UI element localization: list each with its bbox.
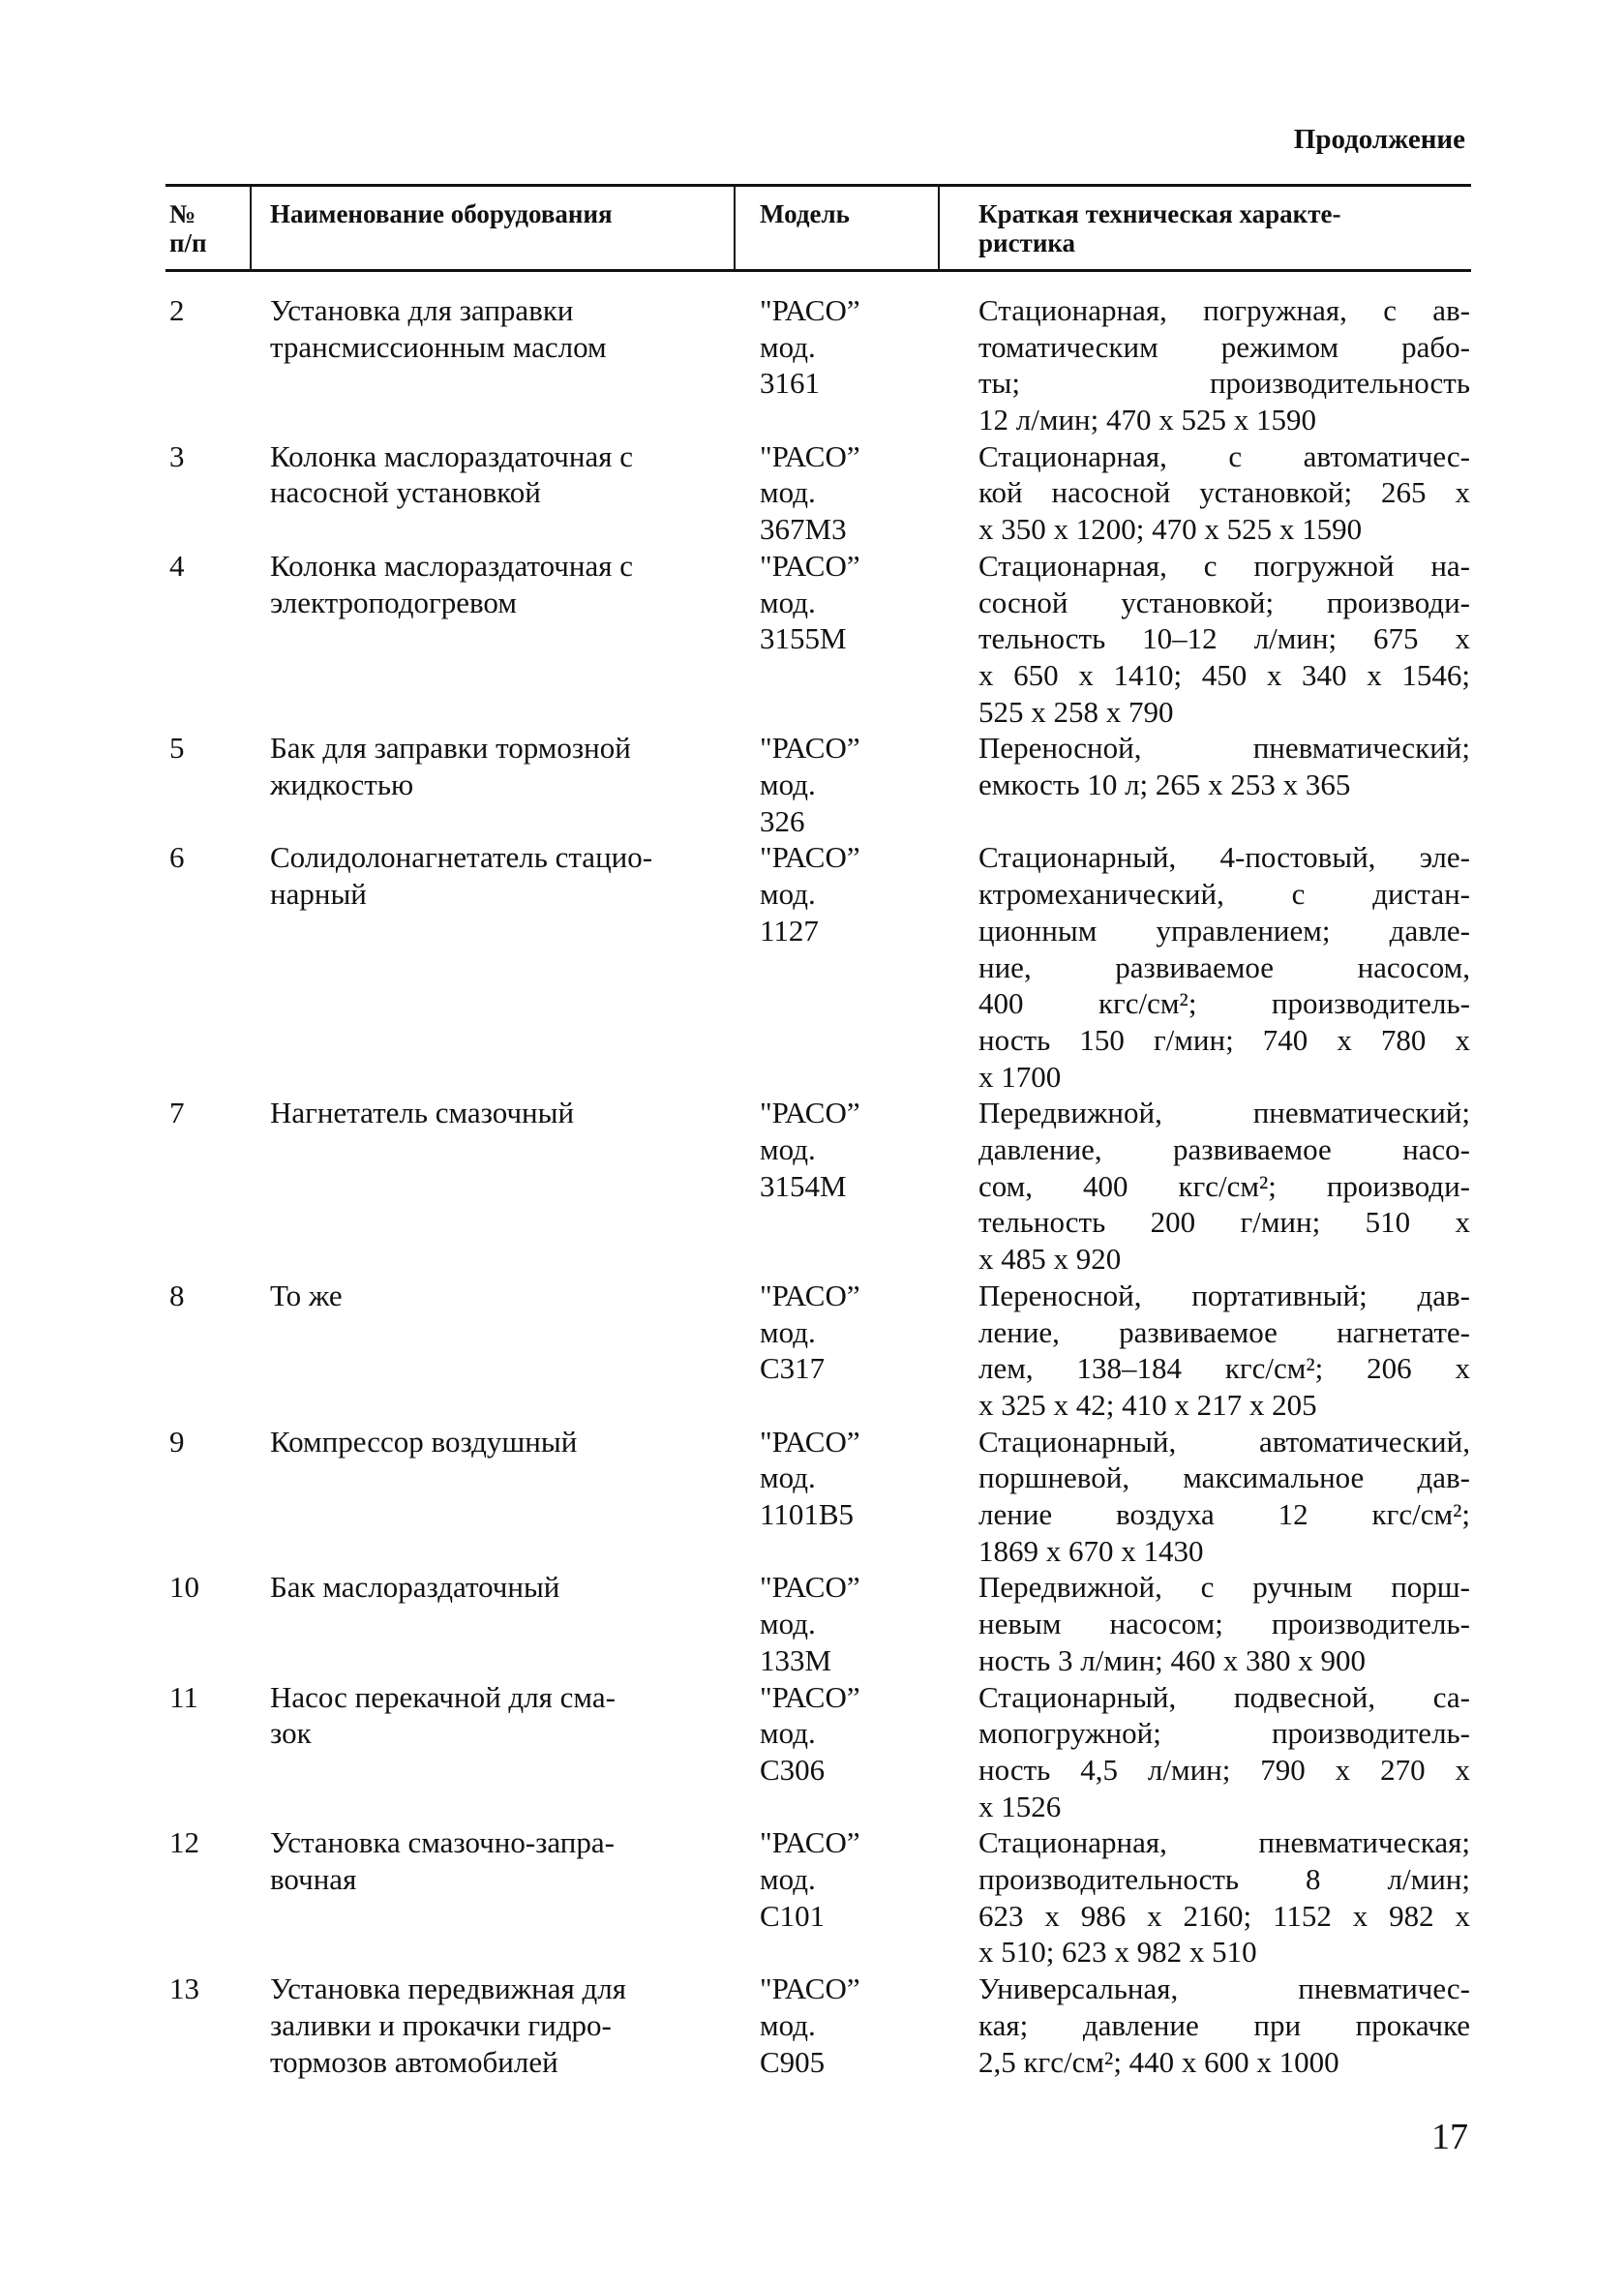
equipment-description-line: ты; производительность	[978, 366, 1470, 401]
equipment-description	[978, 438, 1470, 548]
equipment-name	[270, 1569, 725, 1606]
equipment-description-line: сом, 400 кгс/см²; производи-	[978, 1168, 1470, 1203]
equipment-name-line: жидкостью	[270, 767, 414, 802]
header-model	[760, 199, 850, 228]
equipment-model-line: С101	[760, 1898, 826, 1933]
equipment-description-line: Стационарный, автоматический,	[978, 1424, 1470, 1459]
equipment-description-line: Передвижной, с ручным порш-	[978, 1570, 1470, 1605]
equipment-description	[978, 1424, 1470, 1570]
header-desc	[978, 199, 1340, 257]
continuation-label: Продолжение	[1293, 124, 1465, 155]
equipment-name	[270, 1679, 725, 1752]
equipment-description-line: кая; давление при прокачке	[978, 2007, 1470, 2042]
header-name-line: Наименование оборудования	[270, 199, 613, 228]
equipment-model	[760, 1095, 934, 1204]
equipment-name	[270, 730, 725, 802]
equipment-description-line: тельность 200 г/мин; 510 x	[978, 1205, 1470, 1240]
equipment-description-line: томатическим режимом рабо-	[978, 329, 1470, 364]
equipment-name-line: Солидолонагнетатель стацио-	[270, 840, 653, 875]
header-num	[169, 199, 207, 257]
equipment-description-line: x 350 x 1200; 470 x 525 x 1590	[978, 512, 1363, 547]
row-number: 13	[169, 1971, 199, 2006]
equipment-description-line: Универсальная, пневматичес-	[978, 1971, 1470, 2006]
equipment-description-line: x 325 x 42; 410 x 217 x 205	[978, 1387, 1317, 1422]
equipment-name-line: Установка смазочно-запра-	[270, 1825, 615, 1860]
equipment-description-line: емкость 10 л; 265 x 253 x 365	[978, 767, 1351, 802]
equipment-model-line: "РАСО”	[760, 1424, 860, 1459]
equipment-description-line: ность 4,5 л/мин; 790 x 270 x	[978, 1752, 1470, 1787]
table-row	[0, 1824, 1624, 1971]
equipment-model-line: "РАСО”	[760, 548, 860, 583]
equipment-name-line: Бак для заправки тормозной	[270, 731, 631, 766]
equipment-model-line: С306	[760, 1752, 826, 1787]
row-number: 12	[169, 1825, 199, 1860]
equipment-description	[978, 548, 1470, 730]
equipment-description-line: производительность 8 л/мин;	[978, 1862, 1470, 1897]
table-row	[0, 1569, 1624, 1678]
header-num-line: №	[169, 199, 196, 228]
equipment-name-line: зок	[270, 1716, 312, 1751]
header-desc-line: Краткая техническая характе-	[978, 199, 1341, 228]
equipment-name-line: Установка передвижная для	[270, 1971, 626, 2006]
equipment-table-body	[0, 292, 1624, 2080]
equipment-description-line: 1869 x 670 x 1430	[978, 1533, 1204, 1568]
equipment-description-line: сосной установкой; производи-	[978, 585, 1470, 619]
equipment-model-line: мод.	[760, 1862, 816, 1897]
header-model-line: Модель	[760, 199, 850, 228]
equipment-description-line: 2,5 кгс/см²; 440 x 600 x 1000	[978, 2044, 1339, 2079]
equipment-description-line: 623 x 986 x 2160; 1152 x 982 x	[978, 1898, 1470, 1933]
equipment-description-line: Стационарный, подвесной, са-	[978, 1679, 1470, 1714]
equipment-model-line: мод.	[760, 1716, 816, 1751]
equipment-name	[270, 1278, 725, 1314]
equipment-name-line: вочная	[270, 1862, 357, 1897]
table-row	[0, 438, 1624, 548]
row-number: 2	[169, 293, 185, 327]
equipment-description-line: поршневой, максимальное дав-	[978, 1460, 1470, 1495]
equipment-description	[978, 1095, 1470, 1277]
row-number: 4	[169, 548, 185, 583]
equipment-description-line: Переносной, пневматический;	[978, 731, 1470, 766]
row-number: 8	[169, 1278, 185, 1312]
table-top-rule	[165, 184, 1471, 187]
equipment-model-line: "РАСО”	[760, 1278, 860, 1312]
equipment-model	[760, 730, 934, 839]
equipment-model-line: "РАСО”	[760, 840, 860, 875]
equipment-description-line: ность 3 л/мин; 460 x 380 x 900	[978, 1642, 1367, 1677]
equipment-model	[760, 1278, 934, 1387]
equipment-model	[760, 548, 934, 657]
equipment-model-line: мод.	[760, 767, 816, 802]
equipment-description-line: ление воздуха 12 кгс/см²;	[978, 1497, 1470, 1532]
equipment-description-line: 12 л/мин; 470 x 525 x 1590	[978, 403, 1316, 437]
equipment-description-line: x 650 x 1410; 450 x 340 x 1546;	[978, 657, 1470, 692]
equipment-model-line: С905	[760, 2044, 826, 2079]
equipment-model-line: мод.	[760, 329, 816, 364]
equipment-description-line: Стационарная, пневматическая;	[978, 1825, 1470, 1860]
table-row	[0, 292, 1624, 438]
equipment-description	[978, 730, 1470, 802]
equipment-description-line: Стационарная, погружная, с ав-	[978, 293, 1470, 327]
equipment-name	[270, 1971, 725, 2080]
header-name	[270, 199, 613, 228]
equipment-description	[978, 1679, 1470, 1825]
equipment-name	[270, 292, 725, 365]
equipment-name-line: Насос перекачной для сма-	[270, 1679, 616, 1714]
equipment-description-line: давление, развиваемое насо-	[978, 1132, 1470, 1167]
equipment-description-line: мопогружной; производитель-	[978, 1716, 1470, 1751]
equipment-model-line: "РАСО”	[760, 1825, 860, 1860]
table-row	[0, 730, 1624, 839]
equipment-name	[270, 438, 725, 511]
page-number: 17	[1431, 2117, 1468, 2157]
equipment-description-line: Передвижной, пневматический;	[978, 1096, 1470, 1130]
equipment-model-line: мод.	[760, 1607, 816, 1641]
equipment-description-line: Стационарная, с автоматичес-	[978, 438, 1470, 473]
equipment-model-line: мод.	[760, 877, 816, 912]
equipment-model-line: "РАСО”	[760, 1096, 860, 1130]
equipment-description-line: Стационарная, с погружной на-	[978, 548, 1470, 583]
table-header-rule	[165, 269, 1471, 272]
equipment-name-line: нарный	[270, 877, 367, 912]
row-number: 7	[169, 1096, 185, 1130]
equipment-description-line: x 1700	[978, 1059, 1062, 1094]
row-number: 9	[169, 1424, 185, 1459]
equipment-model	[760, 292, 934, 402]
equipment-description-line: ние, развиваемое насосом,	[978, 949, 1470, 984]
equipment-name-line: Колонка маслораздаточная с	[270, 548, 633, 583]
equipment-description	[978, 1824, 1470, 1971]
equipment-model-line: 1127	[760, 913, 819, 948]
equipment-name-line: тормозов автомобилей	[270, 2044, 558, 2079]
equipment-name-line: Колонка маслораздаточная с	[270, 438, 633, 473]
equipment-model-line: 3154М	[760, 1168, 847, 1203]
equipment-model	[760, 438, 934, 548]
equipment-description-line: x 510; 623 x 982 x 510	[978, 1935, 1257, 1970]
equipment-description-line: Переносной, портативный; дав-	[978, 1278, 1470, 1312]
equipment-name-line: Нагнетатель смазочный	[270, 1096, 575, 1130]
table-row	[0, 1424, 1624, 1570]
equipment-description	[978, 1278, 1470, 1424]
equipment-description-line: невым насосом; производитель-	[978, 1607, 1470, 1641]
equipment-name-line: Компрессор воздушный	[270, 1424, 578, 1459]
row-number: 3	[169, 438, 185, 473]
row-number: 10	[169, 1570, 199, 1605]
equipment-description	[978, 292, 1470, 438]
equipment-model-line: мод.	[760, 585, 816, 619]
equipment-description-line: x 485 x 920	[978, 1242, 1122, 1277]
header-num-line: п/п	[169, 228, 207, 257]
table-row	[0, 548, 1624, 731]
equipment-model-line: мод.	[760, 1132, 816, 1167]
table-row	[0, 1679, 1624, 1825]
equipment-model-line: 3155М	[760, 621, 847, 656]
equipment-description-line: лем, 138–184 кгс/см²; 206 x	[978, 1351, 1470, 1386]
equipment-description-line: Стационарный, 4-постовый, эле-	[978, 840, 1470, 875]
equipment-name-line: То же	[270, 1278, 343, 1312]
equipment-model	[760, 1569, 934, 1678]
equipment-name	[270, 1824, 725, 1897]
equipment-name-line: электроподогревом	[270, 585, 517, 619]
equipment-description-line: 525 x 258 x 790	[978, 694, 1174, 729]
equipment-model	[760, 839, 934, 948]
equipment-model-line: "РАСО”	[760, 438, 860, 473]
column-divider	[250, 185, 252, 272]
equipment-name-line: заливки и прокачки гидро-	[270, 2007, 612, 2042]
header-desc-line: ристика	[978, 228, 1076, 257]
equipment-model	[760, 1824, 934, 1934]
table-row	[0, 1278, 1624, 1424]
equipment-model-line: "РАСО”	[760, 1971, 860, 2006]
equipment-model-line: мод.	[760, 1460, 816, 1495]
table-row	[0, 1095, 1624, 1278]
equipment-description-line: тельность 10–12 л/мин; 675 x	[978, 621, 1470, 656]
equipment-description-line: ление, развиваемое нагнетате-	[978, 1314, 1470, 1349]
equipment-model-line: 133М	[760, 1642, 832, 1677]
equipment-description	[978, 1569, 1470, 1678]
table-row	[0, 1971, 1624, 2080]
equipment-model-line: 367М3	[760, 512, 847, 547]
equipment-model-line: "РАСО”	[760, 293, 860, 327]
equipment-description-line: ность 150 г/мин; 740 x 780 x	[978, 1022, 1470, 1057]
table-row	[0, 839, 1624, 1095]
equipment-name	[270, 548, 725, 620]
equipment-description-line: x 1526	[978, 1789, 1062, 1823]
equipment-model-line: "РАСО”	[760, 1679, 860, 1714]
equipment-model-line: 326	[760, 803, 805, 838]
equipment-name-line: насосной установкой	[270, 475, 541, 510]
equipment-name-line: Бак маслораздаточный	[270, 1570, 560, 1605]
column-divider	[734, 185, 736, 272]
equipment-name-line: трансмиссионным маслом	[270, 329, 607, 364]
equipment-model-line: мод.	[760, 475, 816, 510]
equipment-description-line: ктромеханический, с дистан-	[978, 877, 1470, 912]
equipment-name-line: Установка для заправки	[270, 293, 574, 327]
equipment-model	[760, 1971, 934, 2080]
equipment-name	[270, 1424, 725, 1460]
equipment-model	[760, 1679, 934, 1789]
equipment-model-line: 3161	[760, 366, 820, 401]
equipment-description-line: кой насосной установкой; 265 x	[978, 475, 1470, 510]
equipment-model-line: 1101В5	[760, 1497, 855, 1532]
equipment-description-line: 400 кгс/см²; производитель-	[978, 986, 1470, 1021]
equipment-model-line: "РАСО”	[760, 731, 860, 766]
row-number: 11	[169, 1679, 198, 1714]
equipment-model-line: мод.	[760, 2007, 816, 2042]
equipment-name	[270, 839, 725, 912]
row-number: 6	[169, 840, 185, 875]
equipment-model	[760, 1424, 934, 1533]
column-divider	[938, 185, 940, 272]
equipment-model-line: мод.	[760, 1314, 816, 1349]
row-number: 5	[169, 731, 185, 766]
equipment-model-line: С317	[760, 1351, 826, 1386]
equipment-description	[978, 839, 1470, 1095]
equipment-model-line: "РАСО”	[760, 1570, 860, 1605]
equipment-name	[270, 1095, 725, 1131]
equipment-description	[978, 1971, 1470, 2080]
equipment-description-line: ционным управлением; давле-	[978, 913, 1470, 948]
